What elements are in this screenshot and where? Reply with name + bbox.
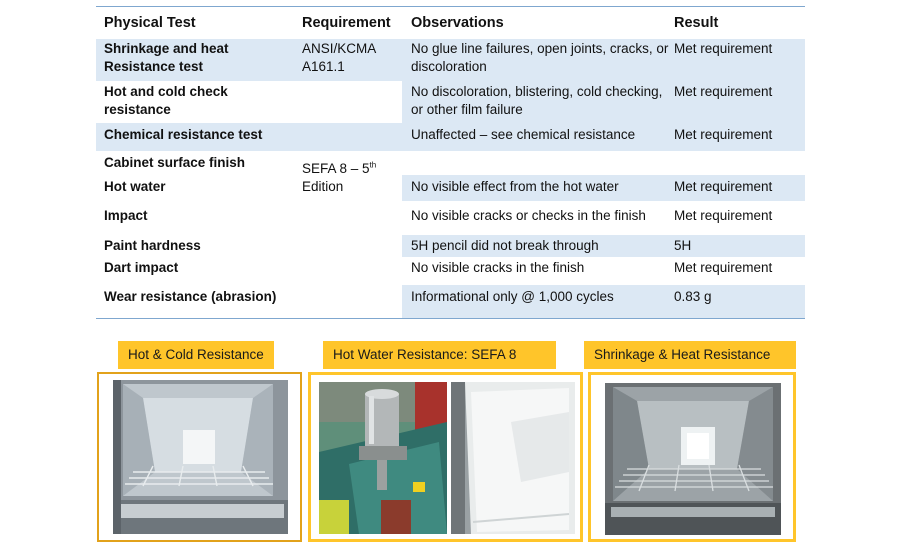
photo-frame-hot-cold xyxy=(97,372,302,542)
test-name: Impact xyxy=(104,208,148,223)
physical-test-table xyxy=(96,6,805,319)
test-name: Hot and cold check resistance xyxy=(104,84,228,117)
requirement-sefa8-sup: th xyxy=(369,160,377,170)
photo-frame-shrinkage xyxy=(588,372,796,542)
test-name: Shrinkage and heat Resistance test xyxy=(104,41,229,74)
photo-shrinkage-chamber xyxy=(605,383,781,535)
table-row xyxy=(96,201,805,233)
result: Met requirement xyxy=(674,84,773,99)
result: Met requirement xyxy=(674,179,773,194)
requirement-sefa8 xyxy=(302,160,402,196)
table-row xyxy=(96,81,805,123)
label-hot-water-resistance: Hot Water Resistance: SEFA 8 xyxy=(323,341,556,369)
result: Met requirement xyxy=(674,260,773,275)
test-name: Chemical resistance test xyxy=(104,127,263,142)
test-name: Paint hardness xyxy=(104,238,201,253)
table-row xyxy=(96,175,805,201)
observation: Informational only @ 1,000 cycles xyxy=(411,289,614,304)
label-shrinkage-heat-resistance: Shrinkage & Heat Resistance xyxy=(584,341,796,369)
result: Met requirement xyxy=(674,127,773,142)
result: Met requirement xyxy=(674,41,773,56)
observation: No visible cracks in the finish xyxy=(411,260,585,275)
requirement-sefa8-edition: Edition xyxy=(302,179,344,194)
table-header-row xyxy=(96,7,805,39)
table-row xyxy=(96,257,805,285)
photo-hot-water-beaker xyxy=(319,382,447,534)
requirement-ansi-kcma: ANSI/KCMA A161.1 xyxy=(302,41,376,74)
result: Met requirement xyxy=(674,208,773,223)
photo-frame-hot-water xyxy=(308,372,583,542)
table-row xyxy=(96,123,805,151)
test-name: Dart impact xyxy=(104,260,179,275)
table-row xyxy=(96,39,805,81)
result: 5H xyxy=(674,238,692,253)
observation: No visible effect from the hot water xyxy=(411,179,619,194)
observation: No visible cracks or checks in the finish xyxy=(411,208,646,223)
result: 0.83 g xyxy=(674,289,712,304)
observation: No glue line failures, open joints, cracks, or discoloration xyxy=(411,41,669,74)
header-physical-test: Physical Test xyxy=(104,15,196,31)
table-row xyxy=(96,285,805,318)
observation: No discoloration, blistering, cold checking, or other film failure xyxy=(411,84,663,117)
header-observations: Observations xyxy=(411,15,504,31)
observation: 5H pencil did not break through xyxy=(411,238,599,253)
observation: Unaffected – see chemical resistance xyxy=(411,127,636,142)
test-name: Wear resistance (abrasion) xyxy=(104,289,277,304)
header-result: Result xyxy=(674,15,719,31)
table-row xyxy=(96,151,805,175)
requirement-sefa8-text: SEFA 8 – 5 xyxy=(302,161,370,176)
label-hot-cold-resistance: Hot & Cold Resistance xyxy=(118,341,274,369)
header-requirement: Requirement xyxy=(302,15,391,31)
test-name: Cabinet surface finish xyxy=(104,155,246,170)
test-name: Hot water xyxy=(104,179,166,194)
table-row xyxy=(96,235,805,257)
photo-hot-water-panel xyxy=(451,382,575,534)
photo-hot-cold-chamber xyxy=(113,380,288,534)
